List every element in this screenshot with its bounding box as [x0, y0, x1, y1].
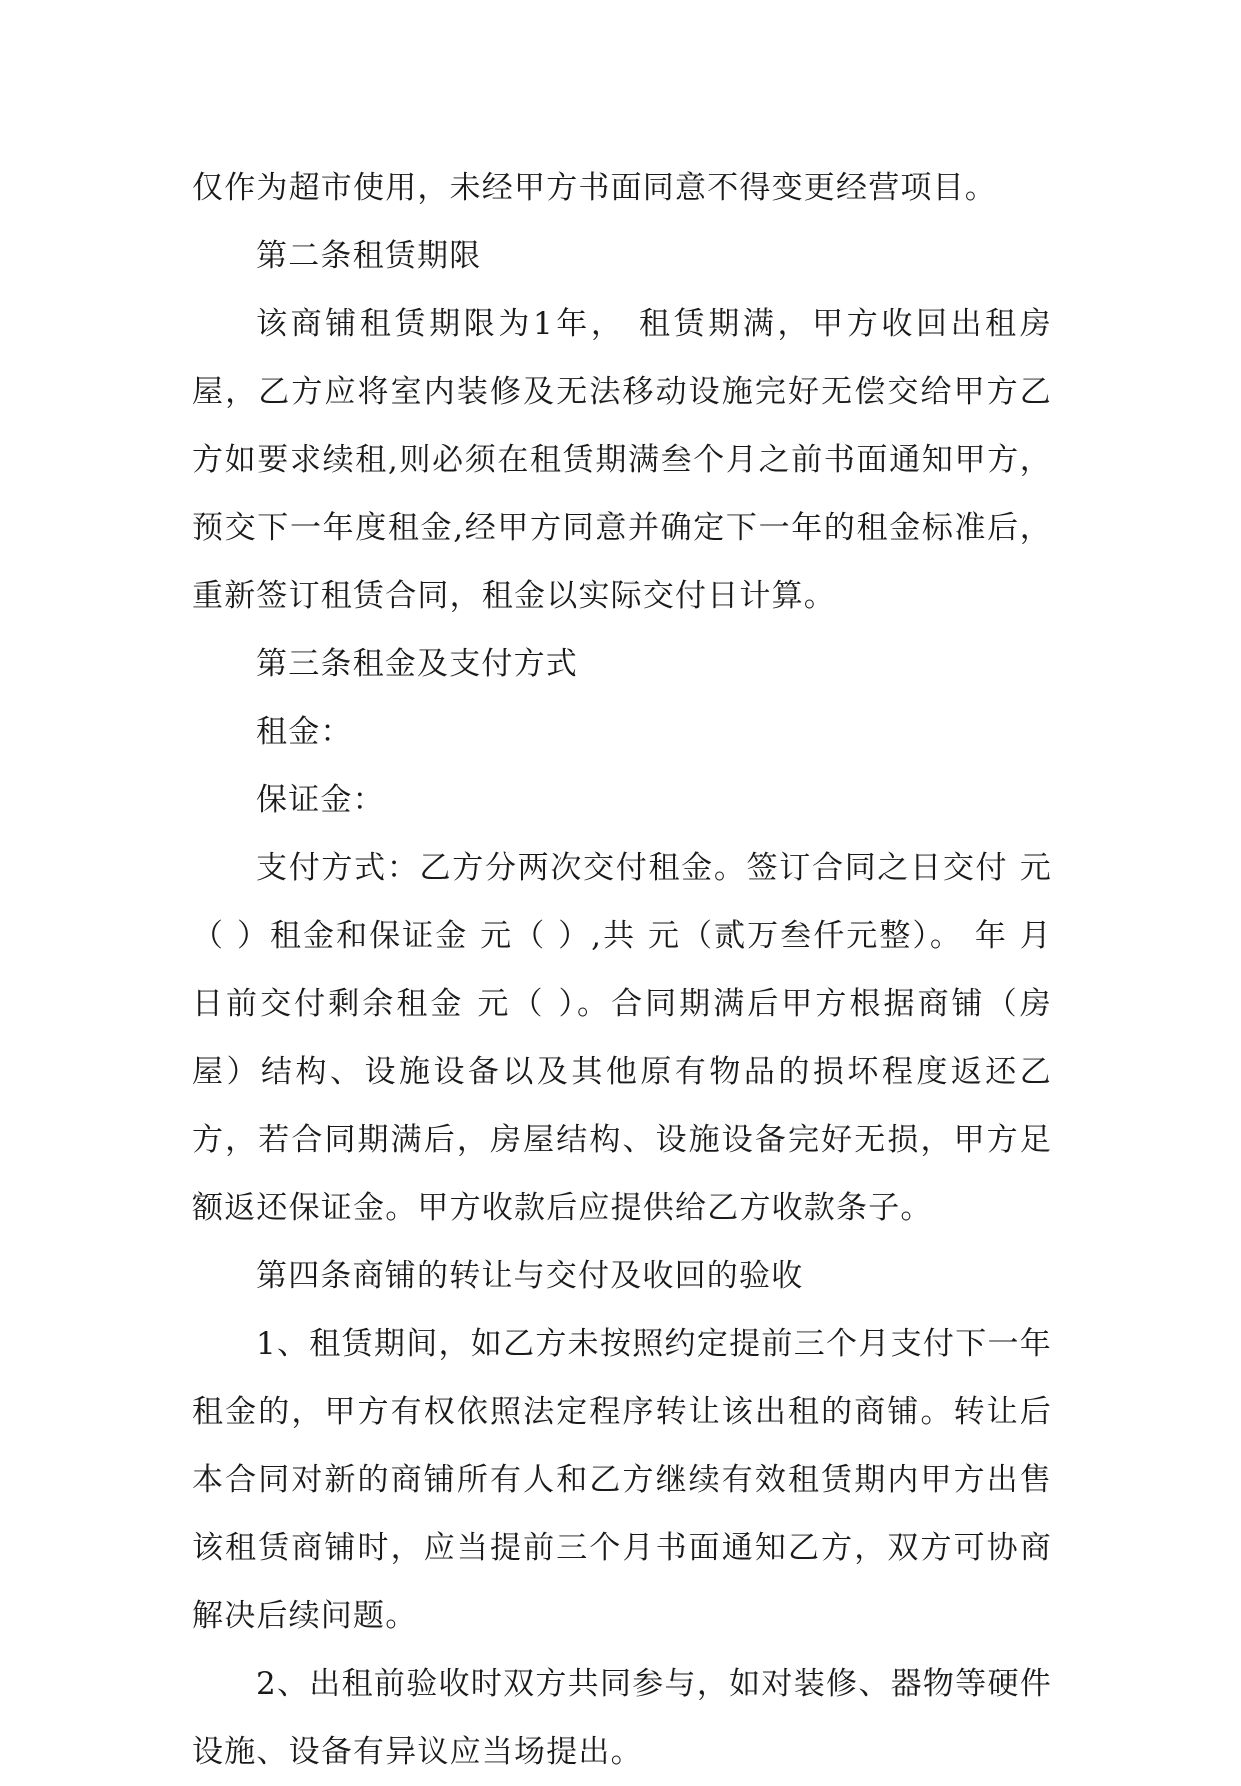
paragraph-continuation: 仅作为超市使用，未经甲方书面同意不得变更经营项目。: [192, 170, 997, 206]
paragraph-rent: 租金：: [256, 714, 353, 750]
section-heading-rent-payment: 第三条租金及支付方式: [256, 646, 578, 682]
document-body: [192, 154, 1052, 1786]
section-heading-lease-term: 第二条租赁期限: [256, 238, 482, 274]
paragraph-lease-term: 该商铺租赁期限为1年， 租赁期满，甲方收回出租房屋，乙方应将室内装修及无法移动设施完好无偿交给甲方乙方如要求续租,则必须在租赁期满叁个月之前书面通知甲方，预交下一年度租金,经甲方同意并确定下一年的租金标准后，重新签订租赁合同，租金以实际交付日计算。: [192, 306, 1052, 614]
paragraph-deposit: 保证金：: [256, 782, 385, 818]
paragraph-transfer-item-1: 1、租赁期间，如乙方未按照约定提前三个月支付下一年租金的，甲方有权依照法定程序转让该出租的商铺。转让后本合同对新的商铺所有人和乙方继续有效租赁期内甲方出售该租赁商铺时，应当提前三个月书面通知乙方，双方可协商解决后续问题。: [192, 1326, 1052, 1634]
paragraph-transfer-item-2: 2、出租前验收时双方共同参与，如对装修、器物等硬件设施、设备有异议应当场提出。: [192, 1666, 1052, 1770]
section-heading-transfer: 第四条商铺的转让与交付及收回的验收: [256, 1258, 804, 1294]
paragraph-payment-method: 支付方式：乙方分两次交付租金。签订合同之日交付 元（ ）租金和保证金 元（ ）,共 元（贰万叁仟元整）。 年 月 日前交付剩余租金 元（ ）。合同期满后甲方根据商铺（房屋）结构、设施设备以及其他原有物品的损坏程度返还乙方，若合同期满后，房屋结构、设施设备完好无损，甲方足额返还保证金。甲方收款后应提供给乙方收款条子。: [192, 850, 1052, 1226]
